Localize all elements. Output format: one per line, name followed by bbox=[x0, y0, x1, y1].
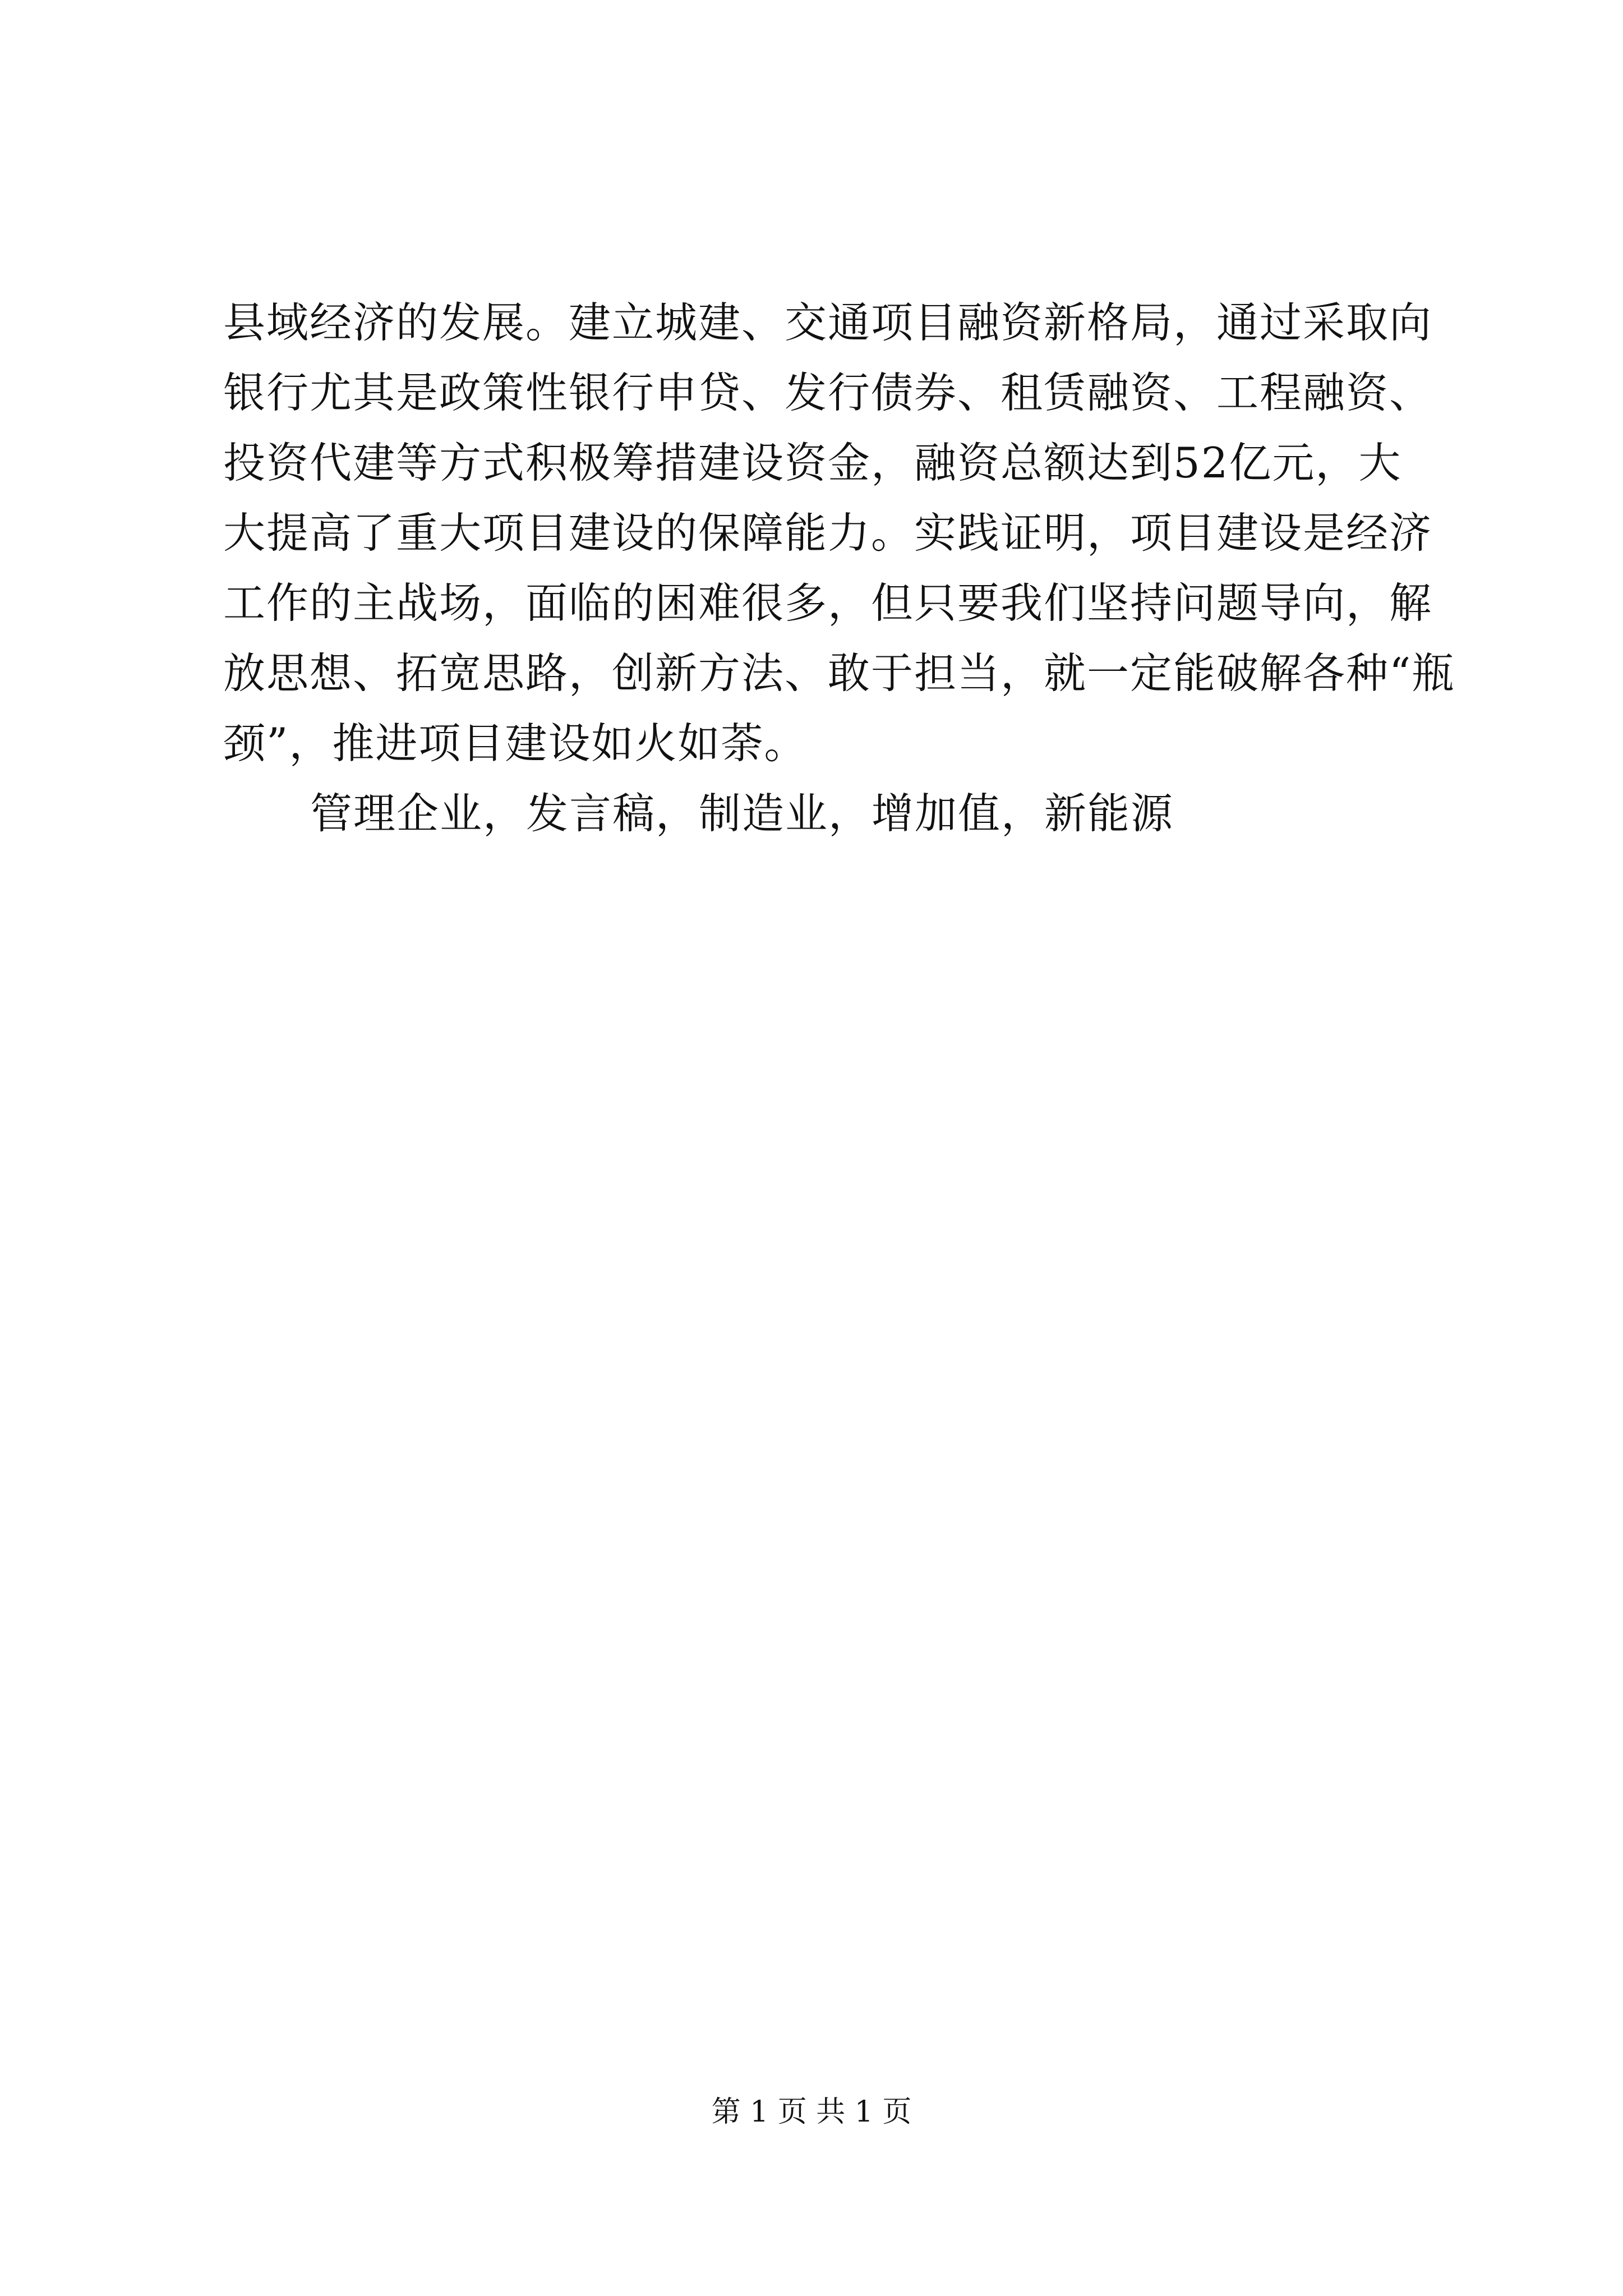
body-line: 县域经济的发展。建立城建、交通项目融资新格局，通过采取向 bbox=[223, 298, 1433, 347]
body-line: 放思想、拓宽思路，创新方法、敢于担当，就一定能破解各种“瓶 bbox=[223, 648, 1455, 698]
keywords-line: 管理企业，发言稿，制造业，增加值，新能源 bbox=[310, 789, 1174, 838]
body-line: 工作的主战场，面临的困难很多，但只要我们坚持问题导向，解 bbox=[223, 578, 1433, 628]
body-line: 银行尤其是政策性银行申贷、发行债券、租赁融资、工程融资、 bbox=[223, 368, 1433, 417]
body-line: 大提高了重大项目建设的保障能力。实践证明，项目建设是经济 bbox=[223, 508, 1433, 558]
body-line: 投资代建等方式积极筹措建设资金，融资总额达到52亿元，大 bbox=[223, 438, 1402, 487]
page-footer: 第 1 页 共 1 页 bbox=[711, 2095, 912, 2129]
body-line: 颈”，推进项目建设如火如荼。 bbox=[223, 719, 808, 768]
